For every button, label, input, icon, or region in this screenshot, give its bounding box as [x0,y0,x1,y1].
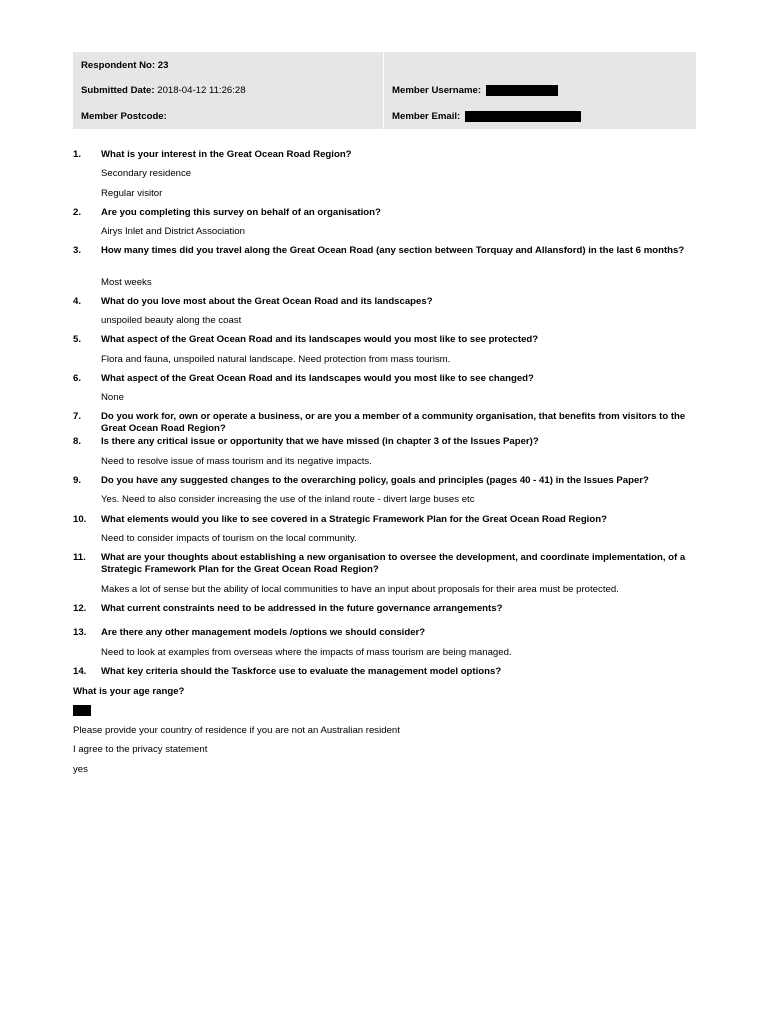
privacy-answer: yes [73,764,88,775]
answer: Need to look at examples from overseas where the impacts of mass tourism are being managed. [101,647,512,658]
question-number: 11. [73,552,86,563]
answer: Secondary residence [101,168,192,179]
answer: Need to resolve issue of mass tourism and its negative impacts. [101,456,372,467]
question-text: How many times did you travel along the Great Ocean Road (any section between Torquay and Allansford) in the last 6 months? [101,245,685,256]
email-redaction [465,111,581,122]
question-text: What key criteria should the Taskforce use to evaluate the management model options? [101,666,502,677]
answer: None [101,392,124,403]
member-postcode [81,111,167,122]
question-number: 3. [73,245,82,256]
header-divider [383,52,384,129]
question-number: 1. [73,149,82,160]
member-username [392,85,558,96]
postcode-label: Member Postcode: [81,111,167,122]
answer: Most weeks [101,277,152,288]
answer: Airys Inlet and District Association [101,226,245,237]
question-number: 13. [73,627,87,638]
answer: Yes. Need to also consider increasing the use of the inland route - divert large buses etc [101,494,475,505]
question-number: 10. [73,514,87,525]
privacy-prompt: I agree to the privacy statement [73,744,208,755]
question-number: 8. [73,436,82,447]
age-question: What is your age range? [73,686,185,697]
question-number: 4. [73,296,82,307]
question-number: 7. [73,411,82,422]
question-text: Is there any critical issue or opportunity that we have missed (in chapter 3 of the Issues Paper)? [101,436,539,447]
country-prompt: Please provide your country of residence if you are not an Australian resident [73,725,400,736]
question-text: Are you completing this survey on behalf of an organisation? [101,207,381,218]
question-text: Are there any other management models /options we should consider? [101,627,426,638]
respondent-number [81,60,168,71]
question-text: What current constraints need to be addressed in the future governance arrangements? [101,603,503,614]
age-redaction [73,705,91,716]
question-number: 14. [73,666,87,677]
question-text: What aspect of the Great Ocean Road and its landscapes would you most like to see protected? [101,334,539,345]
username-redaction [486,85,558,96]
submitted-label: Submitted Date: [81,85,155,96]
question-text: What elements would you like to see covered in a Strategic Framework Plan for the Great Ocean Road Region? [101,514,607,525]
question-number: 6. [73,373,82,384]
answer: Flora and fauna, unspoiled natural landscape. Need protection from mass tourism. [101,354,451,365]
question-number: 9. [73,475,82,486]
question-text: What aspect of the Great Ocean Road and its landscapes would you most like to see changed? [101,373,534,384]
submitted-date [81,85,246,96]
respondent-label: Respondent No: [81,60,156,71]
question-number: 12. [73,603,87,614]
answer: Need to consider impacts of tourism on the local community. [101,533,357,544]
question-text: Do you have any suggested changes to the overarching policy, goals and principles (pages 40 - 41) in the Issues Paper? [101,475,649,486]
question-text: What is your interest in the Great Ocean Road Region? [101,149,352,160]
respondent-value: 23 [157,60,169,71]
question-number: 5. [73,334,82,345]
answer: Makes a lot of sense but the ability of local communities to have an input about proposals for their area must be protected. [101,584,619,595]
question-text: What are your thoughts about establishing a new organisation to oversee the development, and coordinate implementation, of a Strategic Framework Plan for the Great Ocean Road Region? [101,552,686,575]
answer: unspoiled beauty along the coast [101,315,242,326]
respondent-header [73,52,696,129]
email-label: Member Email: [392,111,461,123]
question-text: Do you work for, own or operate a business, or are you a member of a community organisation, that benefits from visitors to the Great Ocean Road Region? [101,411,686,434]
username-label: Member Username: [392,85,482,97]
question-number: 2. [73,207,82,218]
question-text: What do you love most about the Great Ocean Road and its landscapes? [101,296,433,307]
member-email [392,111,581,122]
submitted-value: 2018-04-12 11:26:28 [157,85,246,96]
answer: Regular visitor [101,188,163,199]
